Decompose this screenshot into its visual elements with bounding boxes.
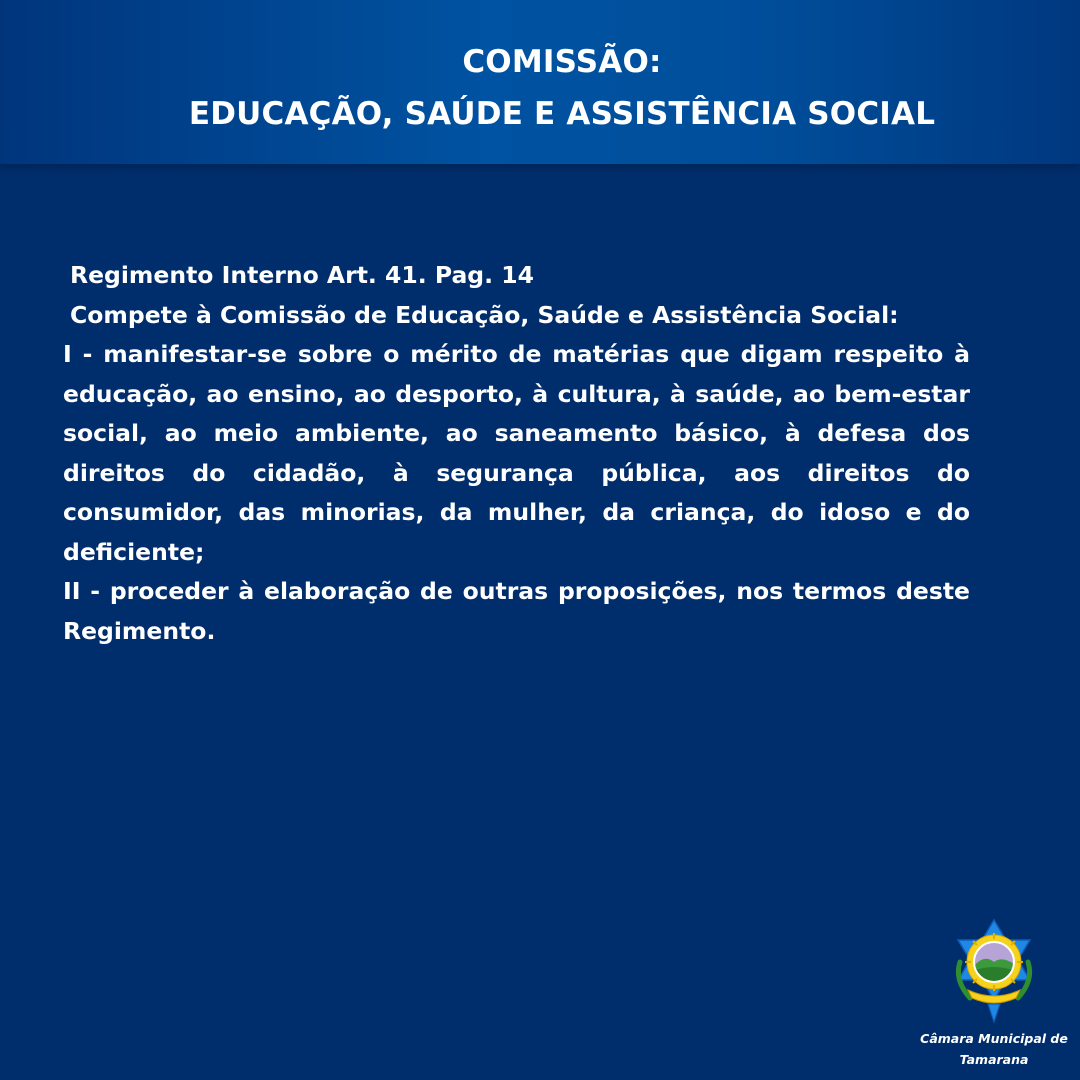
title-line-committee-name: EDUCAÇÃO, SAÚDE E ASSISTÊNCIA SOCIAL xyxy=(188,96,936,132)
competence-intro: Compete à Comissão de Educação, Saúde e Assistência Social: xyxy=(70,300,899,329)
competence-item-2: II - proceder à elaboração de outras proposições, nos termos deste Regimento. xyxy=(63,577,970,645)
regulation-reference: Regimento Interno Art. 41. Pag. 14 xyxy=(70,261,534,289)
caption-line-city: Tamarana xyxy=(959,1052,1029,1067)
municipal-coat-of-arms-icon xyxy=(944,918,1044,1026)
footer-caption xyxy=(914,1028,1074,1070)
caption-line-chamber: Câmara Municipal de xyxy=(920,1031,1068,1046)
header-banner xyxy=(0,0,1080,164)
title-line-commission: COMISSÃO: xyxy=(462,44,662,80)
competence-item-1: I - manifestar-se sobre o mérito de matérias que digam respeito à educação, ao ensino, ao desporto, à cultura, à saúde, ao bem-estar social, ao meio ambiente, ao saneamento básico, à defesa dos direitos do cidadão, à segurança pública, aos direitos do consumidor, das minorias, da mulher, da criança, do idoso e do deficiente; xyxy=(63,340,970,566)
body-text xyxy=(63,256,970,651)
page-title xyxy=(0,36,1080,140)
